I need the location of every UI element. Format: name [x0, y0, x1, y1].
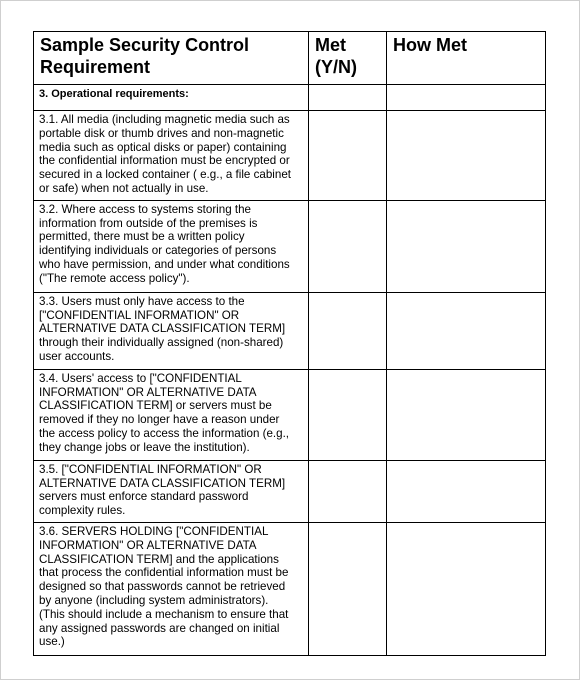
header-how-met: How Met	[393, 35, 467, 55]
requirement-text: 3.1. All media (including magnetic media such as portable disk or thumb drives and non-magnetic media such as optical disks or paper) containing the confidential information must be encrypted or secured in a locked container ( e.g., a file cabinet or safe) when not actually in use.	[39, 113, 291, 195]
met-cell[interactable]	[309, 522, 387, 655]
section-label-cell	[34, 85, 309, 111]
security-control-table	[33, 31, 546, 656]
requirement-cell	[34, 292, 309, 369]
met-cell[interactable]	[309, 292, 387, 369]
how-met-cell[interactable]	[387, 522, 546, 655]
section-row	[34, 85, 546, 111]
table-row	[34, 460, 546, 522]
section-met-cell	[309, 85, 387, 111]
requirement-cell	[34, 369, 309, 460]
requirement-cell	[34, 200, 309, 292]
requirement-text: 3.5. ["CONFIDENTIAL INFORMATION" OR ALTERNATIVE DATA CLASSIFICATION TERM] servers must enforce standard password complexity rules.	[39, 462, 286, 518]
how-met-cell[interactable]	[387, 292, 546, 369]
met-cell[interactable]	[309, 460, 387, 522]
section-how-met-cell	[387, 85, 546, 111]
header-met-cell	[309, 32, 387, 85]
requirement-cell	[34, 460, 309, 522]
section-label: 3. Operational requirements:	[39, 88, 189, 100]
header-how-met-cell	[387, 32, 546, 85]
met-cell[interactable]	[309, 200, 387, 292]
table-row	[34, 369, 546, 460]
table-row	[34, 200, 546, 292]
header-row	[34, 32, 546, 85]
requirement-text: 3.2. Where access to systems storing the information from outside of the premises is permitted, there must be a written policy identifying individuals or categories of persons who have permission, and under what conditions ("The remote access policy").	[39, 202, 290, 285]
header-met: Met (Y/N)	[315, 35, 357, 77]
requirement-text: 3.3. Users must only have access to the ["CONFIDENTIAL INFORMATION" OR ALTERNATIVE DATA CLASSIFICATION TERM] through their individually assigned (non-shared) user accounts.	[39, 294, 286, 363]
how-met-cell[interactable]	[387, 369, 546, 460]
requirement-cell	[34, 111, 309, 201]
table-row	[34, 292, 546, 369]
header-requirement: Sample Security Control Requirement	[40, 35, 250, 77]
how-met-cell[interactable]	[387, 460, 546, 522]
requirement-cell	[34, 522, 309, 655]
table-row	[34, 111, 546, 201]
how-met-cell[interactable]	[387, 200, 546, 292]
how-met-cell[interactable]	[387, 111, 546, 201]
header-requirement-cell	[34, 32, 309, 85]
met-cell[interactable]	[309, 111, 387, 201]
requirement-text: 3.6. SERVERS HOLDING ["CONFIDENTIAL INFORMATION" OR ALTERNATIVE DATA CLASSIFICATION TERM] and the applications that process the confidential information must be designed so that passwords cannot be retrieved by anyone (including system administrators). (This should include a mechanism to ensure that any assigned passwords are changed on initial use.)	[39, 524, 289, 649]
table-row	[34, 522, 546, 655]
requirement-text: 3.4. Users' access to ["CONFIDENTIAL INFORMATION" OR ALTERNATIVE DATA CLASSIFICATION TERM] or servers must be removed if they no longer have a reason under the access policy to access the information (e.g., they change jobs or leave the institution).	[39, 371, 290, 454]
met-cell[interactable]	[309, 369, 387, 460]
